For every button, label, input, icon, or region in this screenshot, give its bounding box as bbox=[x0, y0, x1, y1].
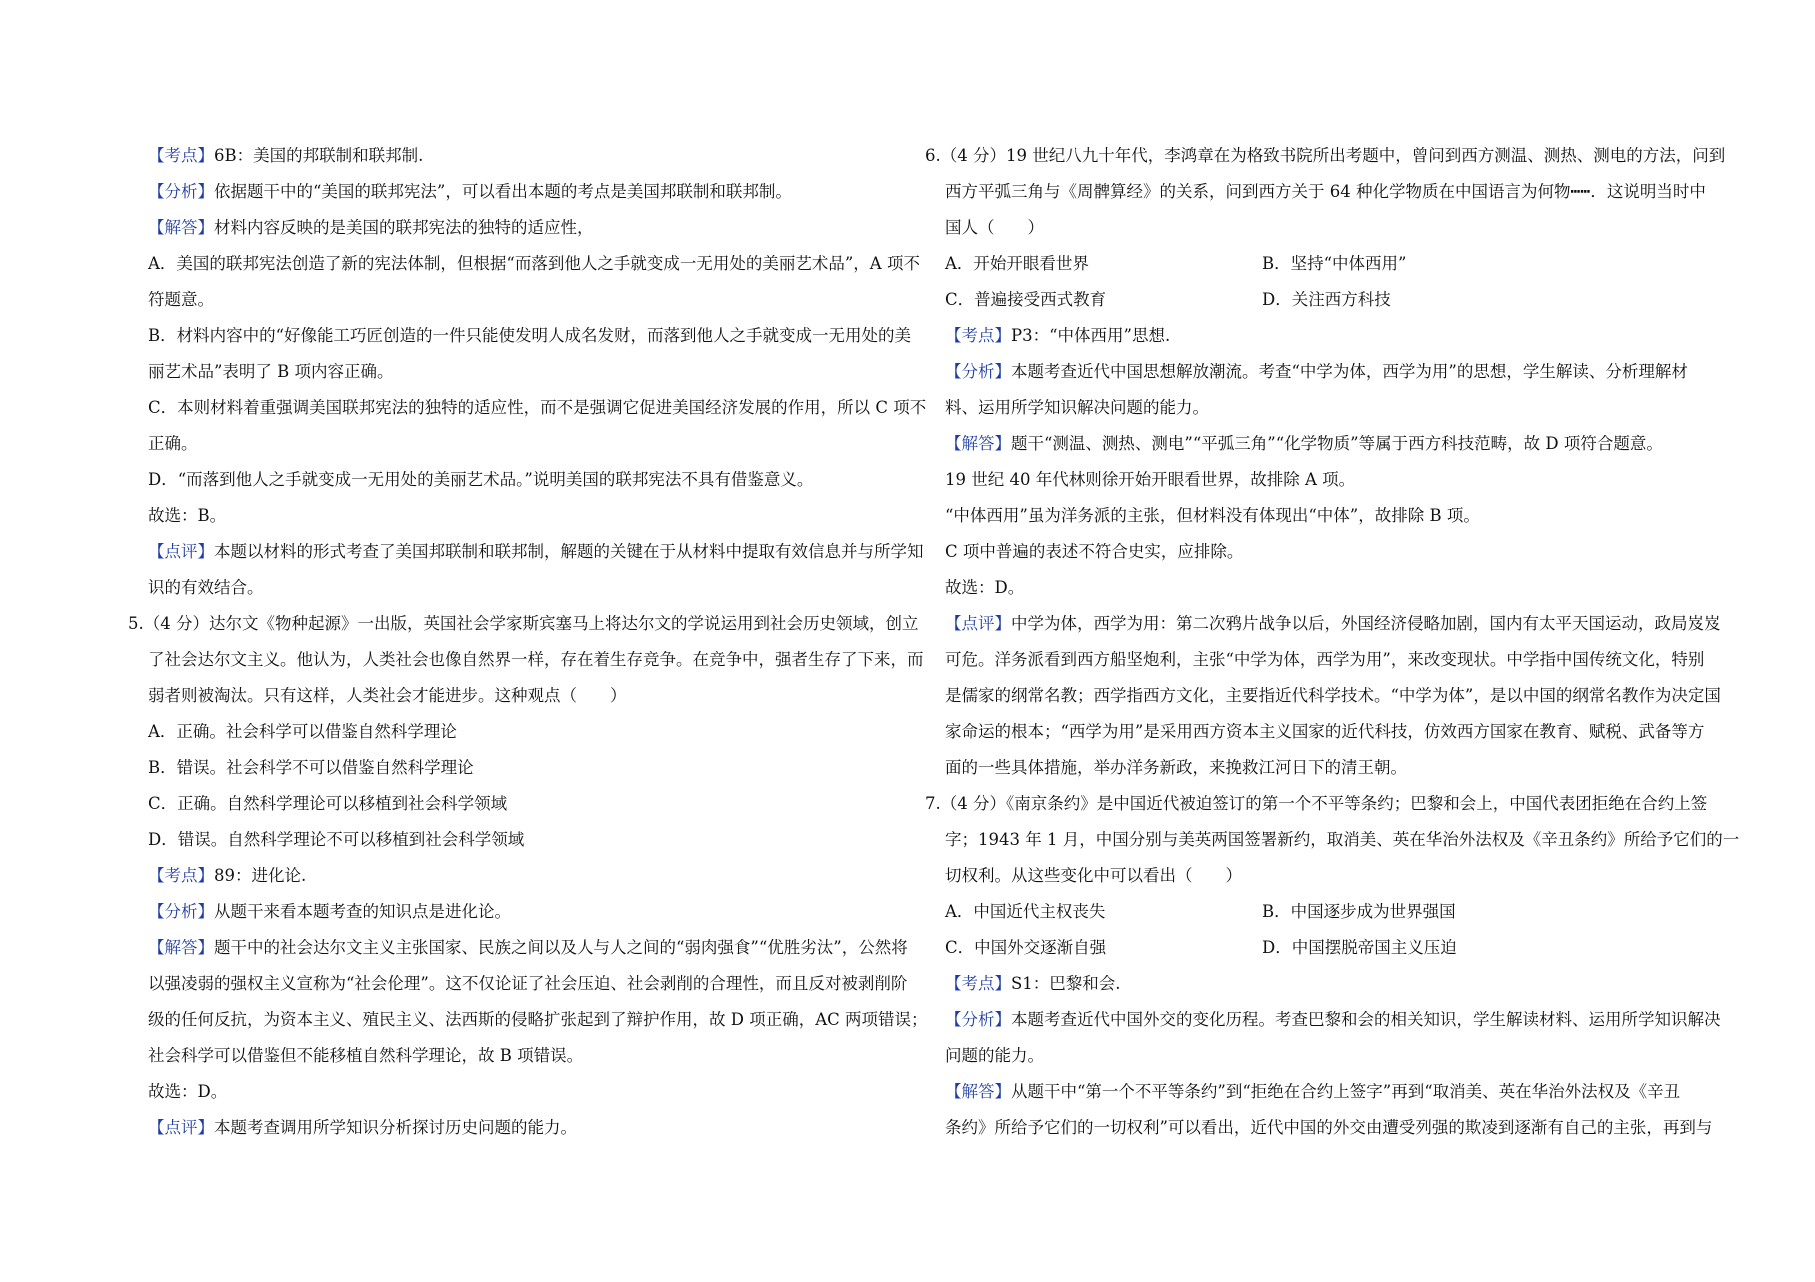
option-text: A．中国近代主权丧失 bbox=[945, 902, 1106, 921]
option-row bbox=[925, 246, 1713, 282]
section-text: 6B：美国的邦联制和联邦制. bbox=[214, 146, 424, 165]
section-line bbox=[128, 534, 924, 570]
option-text: D．中国摆脱帝国主义压迫 bbox=[1262, 938, 1457, 957]
section-text: 材料内容反映的是美国的联邦宪法的独特的适应性， bbox=[214, 218, 594, 237]
text-line: D．错误。自然科学理论不可以移植到社会科学领域 bbox=[148, 830, 525, 849]
section-line bbox=[925, 966, 1713, 1002]
question-stem: 5.（4 分）达尔文《物种起源》一出版，英国社会学家斯宾塞马上将达尔文的学说运用到社会历史领域，创立 bbox=[128, 614, 919, 633]
text-line: 丽艺术品”表明了 B 项内容正确。 bbox=[148, 362, 394, 381]
section-tag: 【考点】 bbox=[945, 974, 1011, 993]
text-line: 故选：D。 bbox=[148, 1082, 228, 1101]
text-line: C 项中普遍的表述不符合史实，应排除。 bbox=[945, 542, 1244, 561]
section-text: 从题干中“第一个不平等条约”到“拒绝在合约上签字”再到“取消美、英在华治外法权及《辛丑 bbox=[1011, 1082, 1681, 1101]
section-text: 本题考查近代中国思想解放潮流。考查“中学为体，西学为用”的思想，学生解读、分析理解材 bbox=[1011, 362, 1688, 381]
section-text: 依据题干中的“美国的联邦宪法”，可以看出本题的考点是美国邦联制和联邦制。 bbox=[214, 182, 792, 201]
section-line bbox=[128, 894, 900, 930]
section-tag: 【点评】 bbox=[945, 614, 1011, 633]
text-line: 正确。 bbox=[148, 434, 198, 453]
text-line: B．材料内容中的“好像能工巧匠创造的一件只能使发明人成名发财，而落到他人之手就变成一无用处的美 bbox=[148, 326, 912, 345]
text-line: 面的一些具体措施，举办洋务新政，来挽救江河日下的清王朝。 bbox=[945, 758, 1407, 777]
section-text: 题干中的社会达尔文主义主张国家、民族之间以及人与人之间的“弱肉强食”“优胜劣汰”，公然将 bbox=[214, 938, 908, 957]
section-tag: 【考点】 bbox=[148, 146, 214, 165]
text-line: 识的有效结合。 bbox=[148, 578, 264, 597]
text-line: C．正确。自然科学理论可以移植到社会科学领域 bbox=[148, 794, 508, 813]
option-text: C．中国外交逐渐自强 bbox=[945, 938, 1107, 957]
text-line: 条约》所给予它们的一切权利”可以看出，近代中国的外交由遭受列强的欺凌到逐渐有自己的主张，再到与 bbox=[945, 1118, 1713, 1137]
section-tag: 【点评】 bbox=[148, 1118, 214, 1137]
text-line: “中体西用”虽为洋务派的主张，但材料没有体现出“中体”，故排除 B 项。 bbox=[945, 506, 1480, 525]
text-line: D．“而落到他人之手就变成一无用处的美丽艺术品。”说明美国的联邦宪法不具有借鉴意义。 bbox=[148, 470, 814, 489]
section-line bbox=[925, 426, 1713, 462]
question-stem: 6.（4 分）19 世纪八九十年代，李鸿章在为格致书院所出考题中，曾问到西方测温、测热、测电的方法，问到 bbox=[925, 146, 1726, 165]
section-tag: 【分析】 bbox=[148, 902, 214, 921]
section-tag: 【解答】 bbox=[945, 1082, 1011, 1101]
question-stem: 7.（4 分）《南京条约》是中国近代被迫签订的第一个不平等条约；巴黎和会上，中国代表团拒绝在合约上签 bbox=[925, 794, 1708, 813]
text-line: 可危。洋务派看到西方船坚炮利，主张“中学为体，西学为用”，来改变现状。中学指中国传统文化，特别 bbox=[945, 650, 1705, 669]
section-line bbox=[925, 318, 1713, 354]
option-text: C．普遍接受西式教育 bbox=[945, 290, 1107, 309]
text-line: 西方平弧三角与《周髀算经》的关系，问到西方关于 64 种化学物质在中国语言为何物┅┅．这说明当时中 bbox=[945, 182, 1706, 201]
section-line bbox=[128, 138, 900, 174]
section-line bbox=[925, 1074, 1713, 1110]
text-line: 级的任何反抗，为资本主义、殖民主义、法西斯的侵略扩张起到了辩护作用，故 D 项正确，AC 两项错误； bbox=[148, 1010, 928, 1029]
section-text: 中学为体，西学为用：第二次鸦片战争以后，外国经济侵略加剧，国内有太平天国运动，政局岌岌 bbox=[1011, 614, 1721, 633]
section-tag: 【考点】 bbox=[945, 326, 1011, 345]
text-line: 切权利。从这些变化中可以看出（ ） bbox=[945, 866, 1242, 885]
section-tag: 【解答】 bbox=[945, 434, 1011, 453]
section-line bbox=[925, 1002, 1721, 1038]
section-tag: 【解答】 bbox=[148, 218, 214, 237]
section-text: 本题考查调用所学知识分析探讨历史问题的能力。 bbox=[214, 1118, 577, 1137]
section-line bbox=[128, 858, 900, 894]
option-row bbox=[925, 894, 1713, 930]
text-line: 是儒家的纲常名教；西学指西方文化，主要指近代科学技术。“中学为体”，是以中国的纲常名教作为决定国 bbox=[945, 686, 1721, 705]
text-line: 弱者则被淘汰。只有这样，人类社会才能进步。这种观点（ ） bbox=[148, 686, 627, 705]
section-line bbox=[128, 930, 908, 966]
section-tag: 【分析】 bbox=[945, 362, 1011, 381]
text-line: 故选：D。 bbox=[945, 578, 1025, 597]
section-tag: 【分析】 bbox=[148, 182, 214, 201]
option-text: A．开始开眼看世界 bbox=[945, 254, 1089, 273]
section-text: 本题以材料的形式考查了美国邦联制和联邦制，解题的关键在于从材料中提取有效信息并与所学知 bbox=[214, 542, 924, 561]
section-line bbox=[128, 1110, 900, 1146]
section-tag: 【解答】 bbox=[148, 938, 214, 957]
text-line: 家命运的根本；“西学为用”是采用西方资本主义国家的近代科技，仿效西方国家在教育、赋税、武备等方 bbox=[945, 722, 1705, 741]
text-line: 以强凌弱的强权主义宣称为“社会伦理”。这不仅论证了社会压迫、社会剥削的合理性，而且反对被剥削阶 bbox=[148, 974, 908, 993]
section-tag: 【点评】 bbox=[148, 542, 214, 561]
option-text: B．坚持“中体西用” bbox=[1262, 254, 1407, 273]
text-line: C．本则材料着重强调美国联邦宪法的独特的适应性，而不是强调它促进美国经济发展的作用，所以 C 项不 bbox=[148, 398, 927, 417]
section-tag: 【分析】 bbox=[945, 1010, 1011, 1029]
text-line: 了社会达尔文主义。他认为，人类社会也像自然界一样，存在着生存竞争。在竞争中，强者生存了下来，而 bbox=[148, 650, 924, 669]
section-line bbox=[925, 606, 1721, 642]
text-line: A．美国的联邦宪法创造了新的宪法体制，但根据“而落到他人之手就变成一无用处的美丽艺术品”，A 项不 bbox=[148, 254, 920, 273]
section-line bbox=[925, 354, 1713, 390]
section-line bbox=[128, 210, 900, 246]
section-text: P3：“中体西用”思想. bbox=[1011, 326, 1171, 345]
text-line: 料、运用所学知识解决问题的能力。 bbox=[945, 398, 1209, 417]
right-column bbox=[925, 138, 1740, 1146]
option-row bbox=[925, 282, 1713, 318]
text-line: 字；1943 年 1 月，中国分别与美英两国签署新约，取消美、英在华治外法权及《辛丑条约》所给予它们的一 bbox=[945, 830, 1740, 849]
option-row bbox=[925, 930, 1713, 966]
section-text: S1：巴黎和会. bbox=[1011, 974, 1121, 993]
section-tag: 【考点】 bbox=[148, 866, 214, 885]
text-line: 符题意。 bbox=[148, 290, 214, 309]
section-line bbox=[128, 174, 900, 210]
text-line: 问题的能力。 bbox=[945, 1046, 1044, 1065]
text-line: 19 世纪 40 年代林则徐开始开眼看世界，故排除 A 项。 bbox=[945, 470, 1356, 489]
option-text: B．中国逐步成为世界强国 bbox=[1262, 902, 1456, 921]
section-text: 从题干来看本题考查的知识点是进化论。 bbox=[214, 902, 511, 921]
section-text: 本题考查近代中国外交的变化历程。考查巴黎和会的相关知识，学生解读材料、运用所学知识解决 bbox=[1011, 1010, 1721, 1029]
option-text: D．关注西方科技 bbox=[1262, 290, 1391, 309]
text-line: B．错误。社会科学不可以借鉴自然科学理论 bbox=[148, 758, 474, 777]
section-text: 题干“测温、测热、测电”“平弧三角”“化学物质”等属于西方科技范畴，故 D 项符合题意。 bbox=[1011, 434, 1663, 453]
text-line: 故选：B。 bbox=[148, 506, 227, 525]
left-column bbox=[128, 138, 928, 1146]
text-line: 国人（ ） bbox=[945, 218, 1044, 237]
text-line: A．正确。社会科学可以借鉴自然科学理论 bbox=[148, 722, 457, 741]
text-line: 社会科学可以借鉴但不能移植自然科学理论，故 B 项错误。 bbox=[148, 1046, 584, 1065]
section-text: 89：进化论. bbox=[214, 866, 307, 885]
